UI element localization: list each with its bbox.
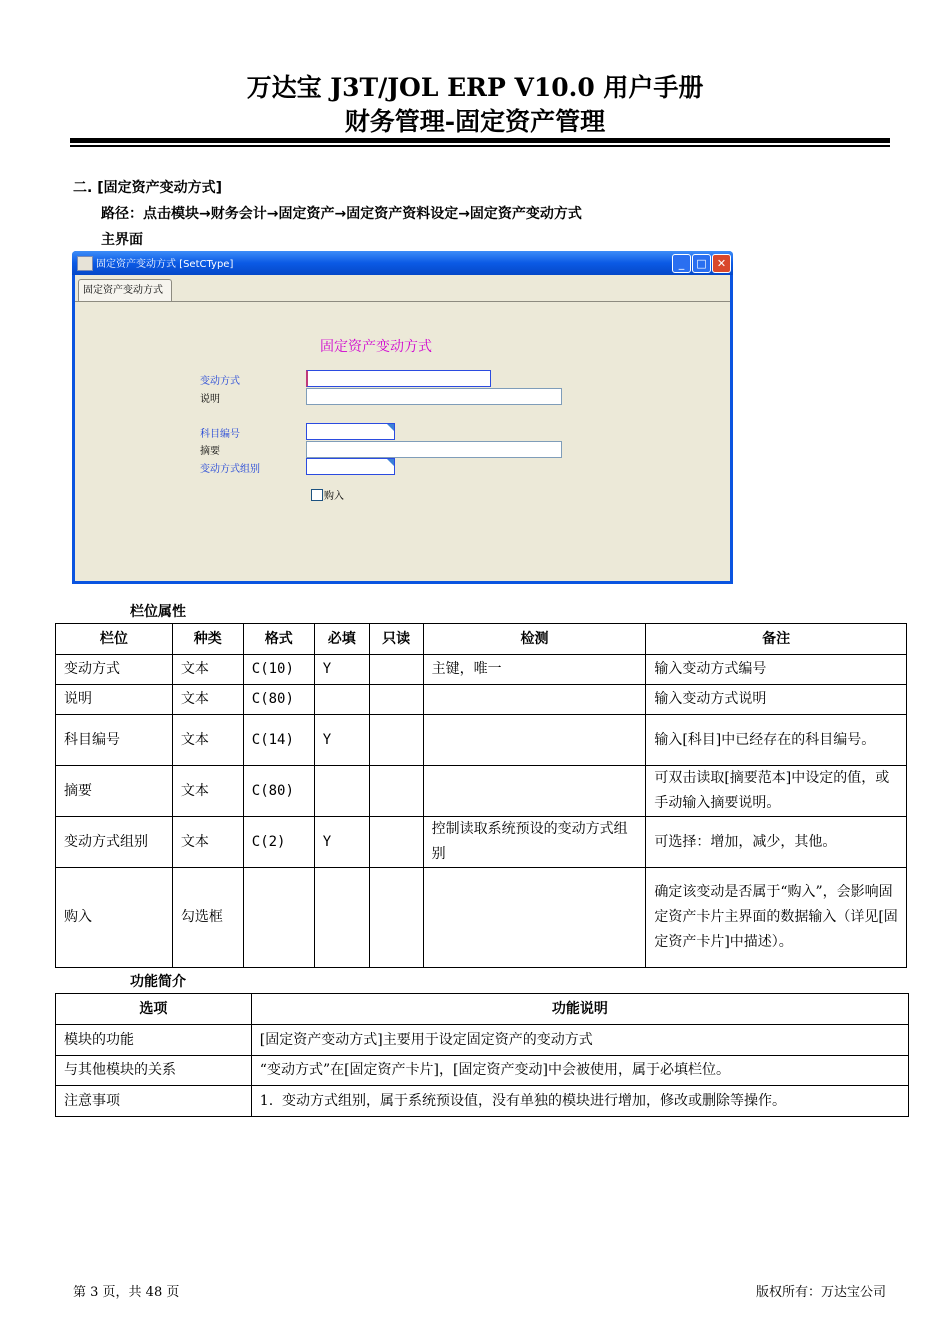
table-cell bbox=[423, 868, 646, 968]
account-no-input[interactable] bbox=[306, 423, 395, 440]
table-row bbox=[56, 817, 907, 868]
table-cell bbox=[314, 685, 369, 715]
page-number: 第 3 页，共 48 页 bbox=[73, 1285, 180, 1300]
description-label: 说明 bbox=[200, 394, 220, 405]
close-icon[interactable]: ✕ bbox=[712, 254, 731, 273]
table-cell: 科目编号 bbox=[56, 715, 173, 766]
table-cell: 文本 bbox=[172, 715, 243, 766]
header-rule-thick bbox=[70, 138, 890, 143]
table-cell: 变动方式 bbox=[56, 655, 173, 685]
table-row bbox=[56, 655, 907, 685]
table-row bbox=[56, 715, 907, 766]
table-cell: 输入[科目]中已经存在的科目编号。 bbox=[646, 715, 907, 766]
table-cell bbox=[369, 817, 423, 868]
column-header: 功能说明 bbox=[251, 994, 908, 1025]
function-table-caption: 功能简介 bbox=[130, 974, 186, 990]
table-cell: 主键，唯一 bbox=[423, 655, 646, 685]
table-cell: Y bbox=[314, 715, 369, 766]
table-cell: 可选择：增加，减少，其他。 bbox=[646, 817, 907, 868]
table-cell bbox=[369, 715, 423, 766]
table-cell: 文本 bbox=[172, 655, 243, 685]
column-header: 选项 bbox=[56, 994, 252, 1025]
maximize-icon[interactable]: □ bbox=[692, 254, 711, 273]
document-subtitle: 财务管理-固定资产管理 bbox=[344, 107, 606, 136]
table-cell: 模块的功能 bbox=[56, 1025, 252, 1056]
screenshot-window bbox=[72, 251, 733, 584]
account-no-label: 科目编号 bbox=[200, 429, 240, 440]
table-cell: 勾选框 bbox=[172, 868, 243, 968]
table-cell bbox=[369, 685, 423, 715]
column-header: 必填 bbox=[314, 624, 369, 655]
table-cell: Y bbox=[314, 817, 369, 868]
table-cell bbox=[369, 766, 423, 817]
table-cell bbox=[369, 868, 423, 968]
table-row bbox=[56, 1056, 909, 1086]
table-cell: Y bbox=[314, 655, 369, 685]
table-cell: [固定资产变动方式]主要用于设定固定资产的变动方式 bbox=[251, 1025, 908, 1056]
table-cell: 可双击读取[摘要范本]中设定的值，或手动输入摘要说明。 bbox=[646, 766, 907, 817]
function-summary-table bbox=[55, 993, 909, 1117]
table-row bbox=[56, 1086, 909, 1117]
table-cell: C(2) bbox=[243, 817, 314, 868]
table-cell: 与其他模块的关系 bbox=[56, 1056, 252, 1086]
column-header: 种类 bbox=[172, 624, 243, 655]
form-panel bbox=[78, 302, 727, 578]
table-cell: 输入变动方式说明 bbox=[646, 685, 907, 715]
window-titlebar bbox=[72, 251, 733, 275]
table-cell bbox=[423, 715, 646, 766]
main-screen-label: 主界面 bbox=[101, 232, 143, 248]
table-cell bbox=[243, 868, 314, 968]
form-title: 固定资产变动方式 bbox=[320, 339, 432, 355]
table-cell: C(14) bbox=[243, 715, 314, 766]
purchase-checkbox[interactable] bbox=[311, 489, 323, 501]
change-group-label: 变动方式组别 bbox=[200, 464, 260, 475]
table-row bbox=[56, 685, 907, 715]
table-cell: 确定该变动是否属于“购入”，会影响固定资产卡片主界面的数据输入（详见[固定资产卡片]中描述）。 bbox=[646, 868, 907, 968]
table-cell: 输入变动方式编号 bbox=[646, 655, 907, 685]
table-cell bbox=[314, 766, 369, 817]
document-title: 万达宝 J3T/JOL ERP V10.0 用户手册 bbox=[246, 73, 704, 102]
change-method-label: 变动方式 bbox=[200, 376, 240, 387]
window-title: 固定资产变动方式 [SetCType] bbox=[96, 259, 234, 270]
table-cell: 注意事项 bbox=[56, 1086, 252, 1117]
table-cell: 控制读取系统预设的变动方式组别 bbox=[423, 817, 646, 868]
table-cell: 说明 bbox=[56, 685, 173, 715]
table-cell: 文本 bbox=[172, 766, 243, 817]
column-header: 栏位 bbox=[56, 624, 173, 655]
table-cell: 摘要 bbox=[56, 766, 173, 817]
table-cell bbox=[369, 655, 423, 685]
table-cell: C(80) bbox=[243, 766, 314, 817]
window-app-icon bbox=[77, 256, 93, 271]
window-body bbox=[75, 275, 730, 581]
table-row bbox=[56, 1025, 909, 1056]
table-cell bbox=[423, 766, 646, 817]
table-row bbox=[56, 766, 907, 817]
minimize-icon[interactable]: _ bbox=[672, 254, 691, 273]
table-cell: 购入 bbox=[56, 868, 173, 968]
tab-fixed-asset-change-method[interactable]: 固定资产变动方式 bbox=[78, 279, 172, 302]
table-cell bbox=[423, 685, 646, 715]
table-cell: C(10) bbox=[243, 655, 314, 685]
header-rule-thin bbox=[70, 145, 890, 147]
table-cell: 1. 变动方式组别，属于系统预设值，没有单独的模块进行增加，修改或删除等操作。 bbox=[251, 1086, 908, 1117]
table-cell: 文本 bbox=[172, 685, 243, 715]
change-group-input[interactable] bbox=[306, 458, 395, 475]
table-row bbox=[56, 868, 907, 968]
column-header: 检测 bbox=[423, 624, 646, 655]
summary-input[interactable] bbox=[306, 441, 562, 458]
description-input[interactable] bbox=[306, 388, 562, 405]
table-cell: C(80) bbox=[243, 685, 314, 715]
copyright-text: 版权所有：万达宝公司 bbox=[755, 1285, 886, 1300]
change-method-input[interactable] bbox=[306, 370, 491, 387]
field-attributes-table bbox=[55, 623, 907, 968]
table-cell: “变动方式”在[固定资产卡片]，[固定资产变动]中会被使用，属于必填栏位。 bbox=[251, 1056, 908, 1086]
purchase-label: 购入 bbox=[324, 491, 344, 502]
section-heading: 二. [固定资产变动方式] bbox=[73, 180, 222, 196]
column-header: 格式 bbox=[243, 624, 314, 655]
field-table-caption: 栏位属性 bbox=[130, 604, 186, 620]
navigation-path: 路径：点击模块→财务会计→固定资产→固定资产资料设定→固定资产变动方式 bbox=[101, 206, 582, 222]
column-header: 备注 bbox=[646, 624, 907, 655]
column-header: 只读 bbox=[369, 624, 423, 655]
table-cell bbox=[314, 868, 369, 968]
summary-label: 摘要 bbox=[200, 446, 220, 457]
table-cell: 变动方式组别 bbox=[56, 817, 173, 868]
table-cell: 文本 bbox=[172, 817, 243, 868]
